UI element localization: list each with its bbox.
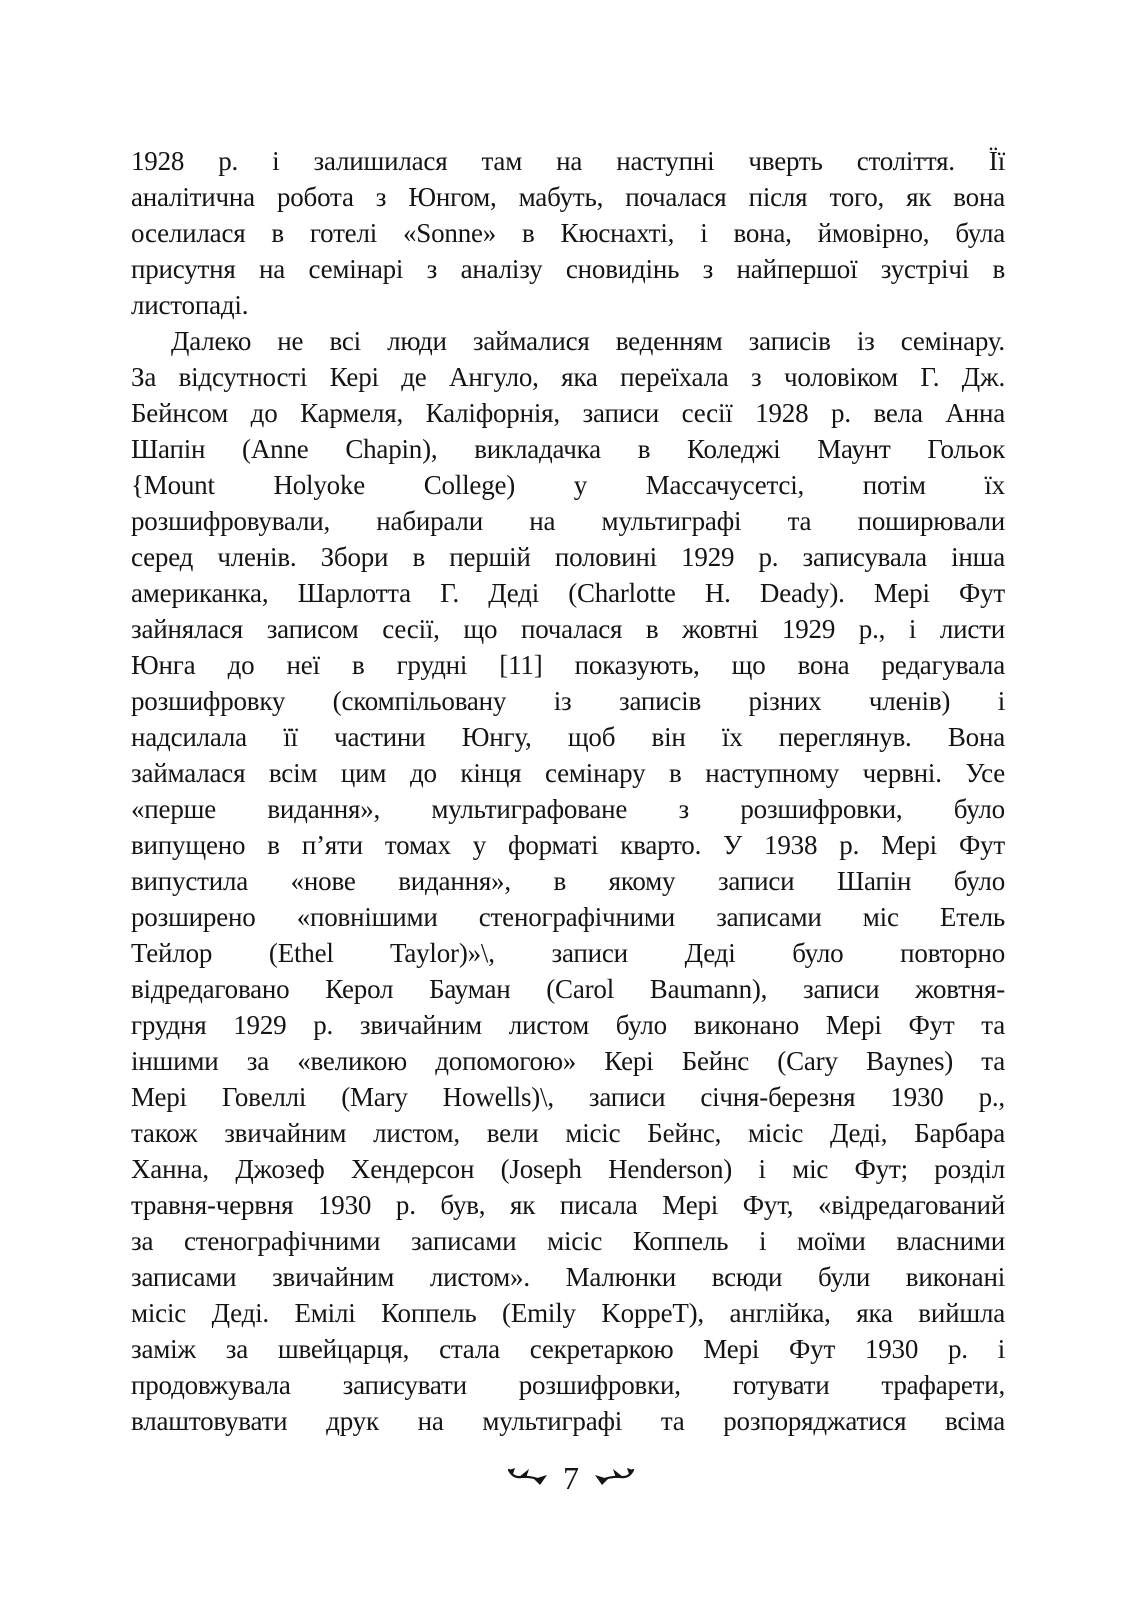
text-line: також звичайним листом, вели місіс Бейнс, місіс Деді, Барбара — [131, 1118, 1005, 1148]
text-line: Далеко не всі люди займалися веденням записів із семінару. — [171, 326, 1005, 356]
text-line: Мері Говеллі (Mary Howells)\, записи січня-березня 1930 р., — [131, 1082, 1005, 1112]
paragraph — [131, 143, 1005, 323]
text-line: розшифровку (скомпільовану із записів різних членів) і — [131, 686, 1005, 716]
text-line: серед членів. Збори в першій половині 1929 р. записувала інша — [131, 542, 1005, 572]
text-line: влаштовувати друк на мультиграфі та розпоряджатися всіма — [131, 1406, 1005, 1436]
text-line: розширено «повнішими стенографічними записами міс Етель — [131, 902, 1005, 932]
page-number: 7 — [563, 1460, 579, 1496]
text-line: Ханна, Джозеф Хендерсон (Joseph Henderson) і міс Фут; розділ — [131, 1154, 1005, 1184]
text-line: 1928 р. і залишилася там на наступні чверть століття. Її — [131, 146, 1005, 176]
paragraph — [131, 323, 1005, 1439]
text-line: «перше видання», мультиграфоване з розшифровки, було — [131, 794, 1005, 824]
text-line: випущено в п’яти томах у форматі кварто. У 1938 р. Мері Фут — [131, 830, 1005, 860]
text-line: оселилася в готелі «Sonne» в Кюснахті, і вона, ймовірно, була — [131, 218, 1005, 248]
text-line: зайнялася записом сесії, що почалася в жовтні 1929 р., і листи — [131, 614, 1005, 644]
text-line: Бейнсом до Кармеля, Каліфорнія, записи сесії 1928 р. вела Анна — [131, 398, 1005, 428]
text-line: листопаді. — [131, 290, 249, 320]
vine-flourish-left-icon — [507, 1464, 549, 1493]
text-line: американка, Шарлотта Г. Деді (Charlotte H. Deady). Мері Фут — [131, 578, 1005, 608]
text-line: продовжувала записувати розшифровки, готувати трафарети, — [131, 1370, 1005, 1400]
text-line: місіс Деді. Емілі Коппель (Emily KoppeT), англійка, яка вийшла — [131, 1298, 1005, 1328]
page-footer — [0, 1462, 1142, 1494]
text-line: травня-червня 1930 р. був, як писала Мері Фут, «відредагований — [131, 1190, 1005, 1220]
text-line: займалася всім цим до кінця семінару в наступному червні. Усе — [131, 758, 1005, 788]
text-line: грудня 1929 р. звичайним листом було виконано Мері Фут та — [131, 1010, 1005, 1040]
text-line: Тейлор (Ethel Taylor)»\, записи Деді було повторно — [131, 938, 1005, 968]
text-line: іншими за «великою допомогою» Кері Бейнс (Cary Baynes) та — [131, 1046, 1005, 1076]
text-line: присутня на семінарі з аналізу сновидінь з найпершої зустрічі в — [131, 254, 1005, 284]
text-line: за стенографічними записами місіс Коппель і моїми власними — [131, 1226, 1005, 1256]
text-line: За відсутності Кері де Ангуло, яка переїхала з чоловіком Г. Дж. — [131, 362, 1005, 392]
text-line: записами звичайним листом». Малюнки всюди були виконані — [131, 1262, 1005, 1292]
text-line: випустила «нове видання», в якому записи Шапін було — [131, 866, 1005, 896]
text-line: заміж за швейцарця, стала секретаркою Мері Фут 1930 р. і — [131, 1334, 1005, 1364]
text-line: надсилала її частини Юнгу, щоб він їх переглянув. Вона — [131, 722, 1005, 752]
text-line: аналітична робота з Юнгом, мабуть, почалася після того, як вона — [131, 182, 1005, 212]
text-line: розшифровували, набирали на мультиграфі та поширювали — [131, 506, 1005, 536]
text-line: відредаговано Керол Бауман (Carol Baumann), записи жовтня- — [131, 974, 1005, 1004]
text-line: {Mount Holyoke College) у Массачусетсі, потім їх — [131, 470, 1005, 500]
text-line: Юнга до неї в грудні [11] показують, що вона редагувала — [131, 650, 1005, 680]
text-line: Шапін (Anne Chapin), викладачка в Коледжі Маунт Гольок — [131, 434, 1005, 464]
page-text — [131, 143, 1005, 1439]
vine-flourish-right-icon — [593, 1464, 635, 1493]
